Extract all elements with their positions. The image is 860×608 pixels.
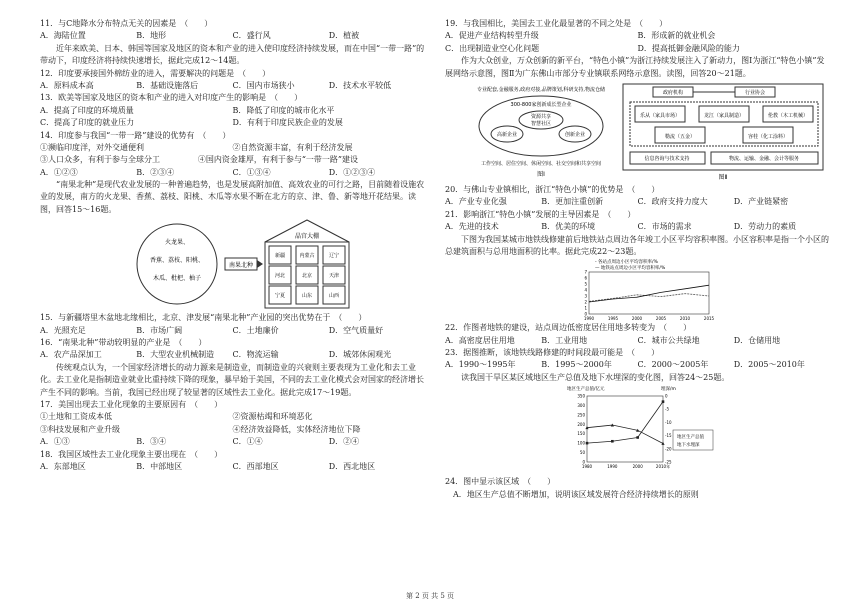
y-tick-label-left: 300: [577, 403, 585, 409]
y-tick-label: 7: [584, 269, 587, 275]
figure-1: [477, 86, 605, 178]
question-16-stem: 16．“南果北种”带动较明显的产业是 （ ）: [40, 338, 207, 348]
option[interactable]: B．③④: [136, 437, 167, 447]
option[interactable]: A．促进产业结构转型升级: [445, 31, 539, 41]
greenhouse-title: 晶宫大棚: [294, 233, 320, 241]
question-19-options-row1: [445, 30, 830, 42]
chart-gdp-groundwater-svg: [565, 384, 715, 476]
option[interactable]: B．②③④: [136, 167, 175, 177]
y-tick-label-left: 50: [579, 450, 585, 456]
question-14-options: [40, 167, 425, 179]
item: ④国内资金雄厚，有利于参与“一带一路”建设: [197, 155, 359, 165]
region-label: 天津: [328, 273, 340, 280]
passage-12-14: 近年来欧美、日本、韩国等国家及地区的资本和产业的进入使印度经济持续发展，而在中国“一带一路”的带动下，印度经济将持续快速增长，据此完成12～14题。: [40, 43, 425, 66]
region-label: 新疆: [274, 253, 286, 260]
x-tick-label: 1990: [583, 316, 595, 322]
passage-22-23: 下图为我国某城市地铁线修建前后地铁站点周边各年竣工小区平均容积率图。小区容积率是指一个小区的总建筑面积与总用地面积的比率。据此完成22～23题。: [445, 234, 829, 256]
y-tick-label: 4: [584, 287, 587, 293]
item: ②自然资源丰富，有利于经济发展: [232, 142, 353, 152]
option[interactable]: D．产业链紧密: [733, 197, 789, 207]
region-label: 山西: [328, 293, 340, 300]
question-14-items-row2: [40, 154, 425, 166]
chart-plot-ratio: [575, 258, 715, 322]
series-line: [589, 285, 709, 302]
question-24-option-a[interactable]: A．地区生产总值不断增加，说明该区域发展符合经济持续增长的原则: [453, 489, 699, 499]
region-grid: [269, 246, 345, 304]
x-tick-label: 2000: [631, 316, 643, 322]
option[interactable]: C．提高了印度的就业压力: [40, 118, 135, 128]
y-tick-label: 2: [584, 299, 587, 305]
figure-south-fruit-north: [135, 218, 355, 310]
option[interactable]: C．城市公共绿地: [637, 335, 700, 345]
right-column: [445, 18, 830, 501]
y-axis-left-label: 地区生产总值/亿元: [567, 387, 605, 393]
data-point: [586, 442, 589, 445]
chart-plot-ratio-svg: [575, 258, 715, 322]
figure-south-fruit-north-svg: [135, 218, 355, 310]
fig1-label: 300-800家创新成长型企业: [510, 101, 572, 108]
option[interactable]: A．①③: [40, 437, 70, 447]
option[interactable]: B．形成新的就业机会: [637, 31, 716, 41]
question-24-stem: 24．图中显示该区域 （ ）: [445, 477, 556, 487]
fig1-caption: 图Ⅰ: [537, 170, 545, 178]
fig2-label: 行业协会: [744, 89, 766, 96]
passage-24-25: 读我国干旱区某区域地区生产总值及地下水埋深的变化图，回答24～25题。: [461, 372, 730, 382]
fig1-label: 创新企业: [564, 131, 586, 138]
passage-17-19: 传统观点认为，一个国家经济增长的动力源来是制造业，而制造业的兴衰则主要表现为工业化和去工业化。去工业化是指制造业就业比重持续下降的现象，暴早始于美国，不同的去工业化模式会对国家的经济增长产生不同的影响。当前，我国已经出现了较显著的区域性去工业化。据此完成17～19题。: [40, 362, 424, 397]
option[interactable]: C．西部地区: [232, 461, 279, 471]
y-tick-label-right: -5: [665, 406, 669, 412]
question-14-stem: 14．印度参与我国“一带一路”建设的优势有 （ ）: [40, 130, 231, 140]
question-17-stem: 17．美国出现去工业化现象的主要原因有 （ ）: [40, 399, 223, 409]
question-18-stem: 18．我国区域性去工业化现象主要出现在 （ ）: [40, 449, 223, 459]
fruit-label: 香蕉、荔枝、阳桃、: [149, 257, 205, 265]
series-line: [587, 402, 663, 443]
figure-2: [623, 84, 823, 181]
option[interactable]: D．有利于印度民族企业的发展: [232, 118, 343, 128]
data-point: [636, 436, 639, 439]
x-tick-label: 1995: [607, 316, 619, 322]
x-tick-label: 2000: [632, 464, 643, 470]
option[interactable]: C．国内市场狭小: [232, 80, 295, 90]
legend-entry: 地下水埋深: [677, 443, 700, 449]
option[interactable]: D．仓储用地: [733, 335, 781, 345]
option[interactable]: A．①②③: [40, 167, 78, 177]
option[interactable]: D．①②③④: [328, 167, 376, 177]
question-18-options: [40, 461, 425, 473]
region-label: 北京: [301, 273, 313, 280]
page-footer: 第 2 页 共 5 页: [405, 592, 455, 601]
y-tick-label: 0: [584, 311, 587, 317]
item: ④经济效益降低，实体经济地位下降: [232, 424, 361, 434]
chart-frame: [589, 272, 709, 314]
option[interactable]: D．技术水平较低: [328, 80, 392, 90]
question-16-options: [40, 349, 425, 361]
figure-town-networks-svg: [445, 82, 830, 182]
item: ③人口众多，有利于参与全球分工: [40, 155, 160, 165]
question-15-options: [40, 325, 425, 337]
legend-entry: - 各站点周边小区平均容积率/%: [595, 260, 658, 266]
option[interactable]: B．优美的环境: [541, 222, 596, 232]
question-23-options: [445, 359, 830, 371]
item: ③科技发展和产业升级: [40, 424, 120, 434]
option[interactable]: C．①③④: [232, 167, 271, 177]
option[interactable]: C．出现制造业空心化问题: [445, 43, 540, 53]
figure-town-networks: [445, 82, 830, 182]
question-17-items-row1: [40, 411, 425, 423]
option[interactable]: D．②④: [328, 437, 360, 447]
option[interactable]: B．降低了印度的城市化水平: [232, 105, 335, 115]
data-point: [662, 401, 665, 404]
option[interactable]: A．提高了印度的环境质量: [40, 105, 134, 115]
y-tick-label: 6: [584, 275, 587, 281]
region-label: 河北: [274, 273, 286, 280]
option[interactable]: A．原料成本高: [40, 80, 94, 90]
fig1-label: 高新企业: [496, 131, 518, 138]
item: ②资源枯竭和环境恶化: [232, 412, 313, 422]
x-tick-label: 2010年: [655, 464, 671, 470]
fig2-caption: 图Ⅱ: [718, 173, 728, 181]
option[interactable]: D．劳动力的素质: [733, 222, 797, 232]
question-11-stem: 11．与C地降水分布特点无关的因素是 （ ）: [40, 19, 213, 28]
option[interactable]: B．基础设施落后: [136, 80, 199, 90]
question-22-stem: 22．作图者地铁的建设，站点周边低密度居住用地多转变为 （ ）: [445, 323, 692, 333]
question-17-items-row2: [40, 424, 425, 436]
y-tick-label-right: 0: [665, 393, 668, 399]
fig1-label: 智慧社区: [530, 120, 552, 127]
option[interactable]: A．产业专业化强: [445, 197, 507, 207]
option[interactable]: B．地形: [136, 31, 167, 41]
question-13-options-row2: [40, 117, 425, 129]
option[interactable]: D．提高抵御金融风险的能力: [637, 43, 740, 53]
option[interactable]: A．1990～1995年: [445, 360, 516, 370]
fig1-bottom-text: 工作空间、居住空间、休闲空间、社交空间和共享空间: [480, 160, 602, 167]
question-12-stem: 12．印度要承接国外棉纺业的进入，需要解决的问题是 （ ）: [40, 68, 271, 78]
y-tick-label-right: -20: [665, 446, 672, 452]
chart-gdp-groundwater: [565, 384, 715, 476]
fig1-top-text: 专业配套,金融服务,政府对接,品牌策划,科研支持,物流仓储: [477, 86, 605, 93]
item: ①濒临印度洋，对外交通便利: [40, 142, 144, 152]
question-12-options: [40, 80, 425, 92]
question-15-stem: 15．与新疆塔里木盆地北缘相比，北京、津发展“南果北种”产业园的突出优势在于 （ ）: [40, 313, 367, 323]
option[interactable]: A．海陆位置: [40, 31, 86, 41]
question-20-options: [445, 196, 830, 208]
x-tick-label: 2015: [703, 316, 715, 322]
y-axis-right-label: 埋深/m: [661, 387, 676, 393]
chart-frame: [587, 396, 663, 462]
y-tick-label-right: -15: [665, 433, 672, 439]
fig2-label: 龙江（家具制造）: [703, 112, 745, 119]
fig2-label: 容桂（化工涂料）: [747, 133, 789, 140]
region-label: 宁夏: [274, 293, 286, 300]
fruit-label: 火龙果、: [164, 239, 190, 247]
fig2-label: 伦教（木工机械）: [767, 112, 809, 119]
left-column: [40, 18, 425, 473]
y-tick-label-left: 0: [582, 459, 585, 465]
y-tick-label: 5: [584, 281, 587, 287]
y-tick-label: 3: [584, 293, 587, 299]
option[interactable]: A．东部地区: [40, 461, 86, 471]
y-tick-label: 1: [584, 305, 587, 311]
region-label: 辽宁: [328, 253, 340, 260]
y-tick-label-left: 200: [577, 422, 585, 428]
data-point: [611, 440, 614, 443]
fruit-label: 木瓜、枇杷、柚子: [152, 275, 202, 283]
region-label: 山东: [301, 293, 313, 300]
option[interactable]: D．空气质量好: [328, 325, 384, 335]
fig2-label: 乐从（家具市场）: [639, 112, 681, 119]
option[interactable]: C．物流运输: [232, 350, 279, 360]
fig1-label: 资源共享: [530, 113, 552, 120]
arrow-head-icon: [257, 260, 263, 268]
question-11-options: [40, 30, 425, 42]
y-tick-label-left: 250: [577, 412, 585, 418]
fig2-label: 物流、运输、金融、会计等服务: [728, 155, 800, 162]
legend-entry: 地区生产总值: [677, 435, 704, 441]
y-tick-label-left: 350: [577, 393, 585, 399]
series-line: [587, 425, 663, 443]
option[interactable]: C．市场的需求: [637, 222, 692, 232]
legend-entry: — 地铁站点周边小区平均容积率/%: [595, 266, 666, 272]
option[interactable]: C．政府支持力度大: [637, 197, 708, 207]
fig2-label: 政府机构: [662, 89, 684, 96]
arrow-label: 南果北种: [228, 262, 254, 270]
data-point: [661, 442, 664, 445]
question-17-options: [40, 436, 425, 448]
fig2-label: 信息咨询与技术支持: [644, 155, 690, 162]
option[interactable]: B．工业用地: [541, 335, 588, 345]
option[interactable]: D．城郊休闲观光: [328, 350, 392, 360]
option[interactable]: D．西北地区: [328, 461, 376, 471]
question-20-stem: 20．与佛山专业镇相比，浙江“特色小镇”的优势是 （ ）: [445, 184, 660, 194]
option[interactable]: B．市场广阔: [136, 325, 183, 335]
question-21-stem: 21．影响浙江“特色小镇”发展的主导因素是 （ ）: [445, 209, 636, 219]
option[interactable]: B．中部地区: [136, 461, 183, 471]
option[interactable]: A．农产品深加工: [40, 350, 102, 360]
option[interactable]: A．光照充足: [40, 325, 86, 335]
y-tick-label-right: -10: [665, 420, 672, 426]
option[interactable]: A．高密度居住用地: [445, 335, 515, 345]
option[interactable]: C．土地廉价: [232, 325, 279, 335]
question-19-stem: 19．与我国相比，美国去工业化最显著的不同之处是 （ ）: [445, 19, 668, 28]
option[interactable]: C．2000～2005年: [637, 360, 709, 370]
question-13-stem: 13．欧美等国家及地区的资本和产业的进入对印度产生的影响是 （ ）: [40, 93, 303, 103]
question-19-options-row2: [445, 43, 830, 55]
option[interactable]: D．2005～2010年: [733, 360, 805, 370]
option[interactable]: C．盛行风: [232, 31, 271, 41]
option[interactable]: B．1995～2000年: [541, 360, 612, 370]
question-21-options: [445, 221, 830, 233]
option[interactable]: B．大型农业机械制造: [136, 350, 215, 360]
option[interactable]: A．先进的技术: [445, 222, 499, 232]
y-tick-label-right: -25: [665, 459, 672, 465]
question-14-items-row1: [40, 142, 425, 154]
region-label: 内蒙古: [299, 253, 315, 260]
option[interactable]: C．①④: [232, 437, 263, 447]
passage-15-16: “南果北种”是现代农业发展的一种普遍趋势，也是发展高附加值、高效农业的可行之路，目前随着设施农业的发展，南方的火龙果、香蕉、荔枝、阳桃、木瓜等水果不断在北方的京、津、鲁、新等地开花结果。读图，回答15～16题。: [40, 180, 425, 214]
x-tick-label: 2010: [679, 316, 691, 322]
question-22-options: [445, 335, 830, 347]
question-13-options-row1: [40, 105, 425, 117]
y-tick-label-left: 150: [577, 431, 585, 437]
x-tick-label: 1990: [607, 464, 618, 470]
fruit-circle: [137, 224, 217, 304]
y-tick-label-left: 100: [577, 440, 585, 446]
fig2-label: 勒流（五金）: [664, 133, 696, 140]
passage-20-21: 作为大众创业，万众创新的新平台，“特色小镇”为浙江持续发展注入了新动力，图Ⅰ为浙江“特色小镇”发展网络示意图，图Ⅱ为广东佛山市部分专业镇联系网络示意图。读图，回答20～21题。: [445, 56, 825, 78]
x-tick-label: 1980: [581, 464, 593, 470]
question-23-stem: 23．据图推断，该地铁线路修建的时间段最可能是 （ ）: [445, 348, 660, 358]
option[interactable]: D．植被: [328, 31, 360, 41]
item: ①土地和工资成本低: [40, 412, 112, 422]
option[interactable]: B．更加注重创新: [541, 197, 604, 207]
x-tick-label: 2005: [655, 316, 667, 322]
